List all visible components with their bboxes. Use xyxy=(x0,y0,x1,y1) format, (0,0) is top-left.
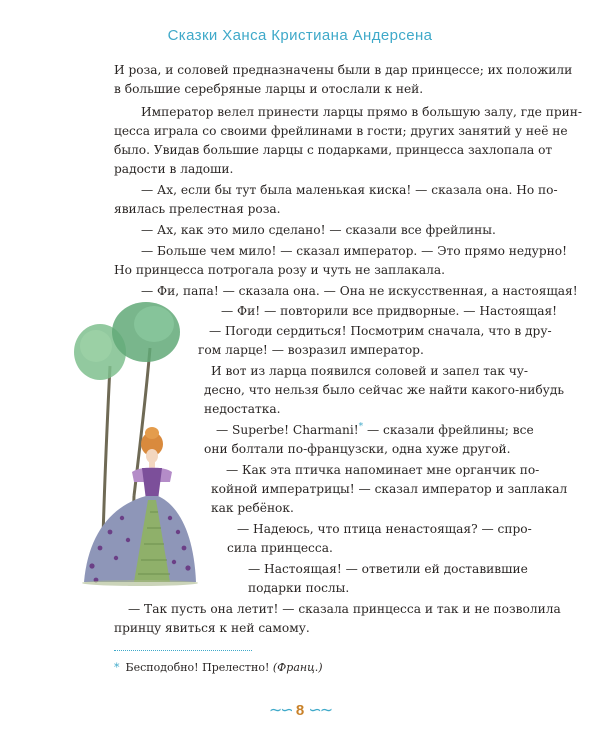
footnote-divider xyxy=(114,650,252,651)
princess-illustration xyxy=(70,296,198,586)
footnote-star: * xyxy=(114,661,120,674)
running-header: Сказки Ханса Кристиана Андерсена xyxy=(167,27,433,44)
text-line: И вот из ларца появился соловей и запел так чу- xyxy=(211,364,529,378)
text-line: радости в ладоши. xyxy=(114,162,234,176)
text-continuation: — сказали фрейлины; все xyxy=(367,423,534,437)
text-line: как ребёнок. xyxy=(211,501,294,515)
text-line: — Так пусть она летит! — сказала принцесса и так и не позволила xyxy=(128,602,561,616)
wave-ornament-right-icon: ∽∼ xyxy=(308,702,332,719)
text-line: — Больше чем мило! — сказал император. — Это прямо недурно! xyxy=(141,244,567,258)
text-line: — Ах, если бы тут была маленькая киска! — сказала она. Но по- xyxy=(141,183,558,197)
text-line: цесса играла со своими фрейлинами в гости; других занятий у неё не xyxy=(114,124,568,138)
text-line xyxy=(216,421,534,440)
text-line: — Надеюсь, что птица ненастоящая? — спро- xyxy=(237,522,532,536)
text-line: Император велел принести ларцы прямо в большую залу, где прин- xyxy=(141,105,582,119)
footnote xyxy=(114,660,323,676)
text-line: койной императрицы! — сказал император и заплакал xyxy=(211,482,568,496)
page-number-value: 8 xyxy=(295,702,305,719)
tree-trunk-left xyxy=(104,366,110,506)
text-line: десно, что нельзя было сейчас же найти какого-нибудь xyxy=(204,383,564,397)
text-line: явилась прелестная роза. xyxy=(114,202,281,216)
text-line: — Настоящая! — ответили ей доставившие xyxy=(248,562,528,576)
footnote-language-tag: (Франц.) xyxy=(272,661,323,674)
wave-ornament-left-icon: ∼∽ xyxy=(268,702,292,719)
text-line: они болтали по-французски, одна хуже другой. xyxy=(204,442,511,456)
footnote-marker[interactable]: * xyxy=(358,421,364,432)
french-phrase: — Superbe! Charmani! xyxy=(216,423,359,437)
text-line: И роза, и соловей предназначены были в дар принцессе; их положили xyxy=(114,63,573,77)
text-line: — Ах, как это мило сделано! — сказали все фрейлины. xyxy=(141,223,496,237)
text-line: недостатка. xyxy=(204,402,281,416)
text-line: — Фи! — повторили все придворные. — Настоящая! xyxy=(221,304,558,318)
text-line: сила принцесса. xyxy=(227,541,333,555)
text-line: было. Увидав большие ларцы с подарками, принцесса захлопала от xyxy=(114,143,553,157)
text-line: — Как эта птичка напоминает мне органчик по- xyxy=(226,463,540,477)
text-line: в большие серебряные ларцы и отослали к ней. xyxy=(114,82,424,96)
text-line: Но принцесса потрогала розу и чуть не заплакала. xyxy=(114,263,446,277)
princess-face xyxy=(146,449,158,463)
text-line: принцу явиться к ней самому. xyxy=(114,621,310,635)
text-line: — Погоди сердиться! Посмотрим сначала, что в дру- xyxy=(209,324,552,338)
page-number xyxy=(0,700,600,720)
text-line: — Фи, папа! — сказала она. — Она не искусственная, а настоящая! xyxy=(141,284,578,298)
text-line: гом ларце! — возразил император. xyxy=(198,343,424,357)
princess-bodice xyxy=(142,468,162,500)
footnote-text: Бесподобно! Прелестно! xyxy=(125,661,270,674)
text-line: подарки послы. xyxy=(248,581,350,595)
